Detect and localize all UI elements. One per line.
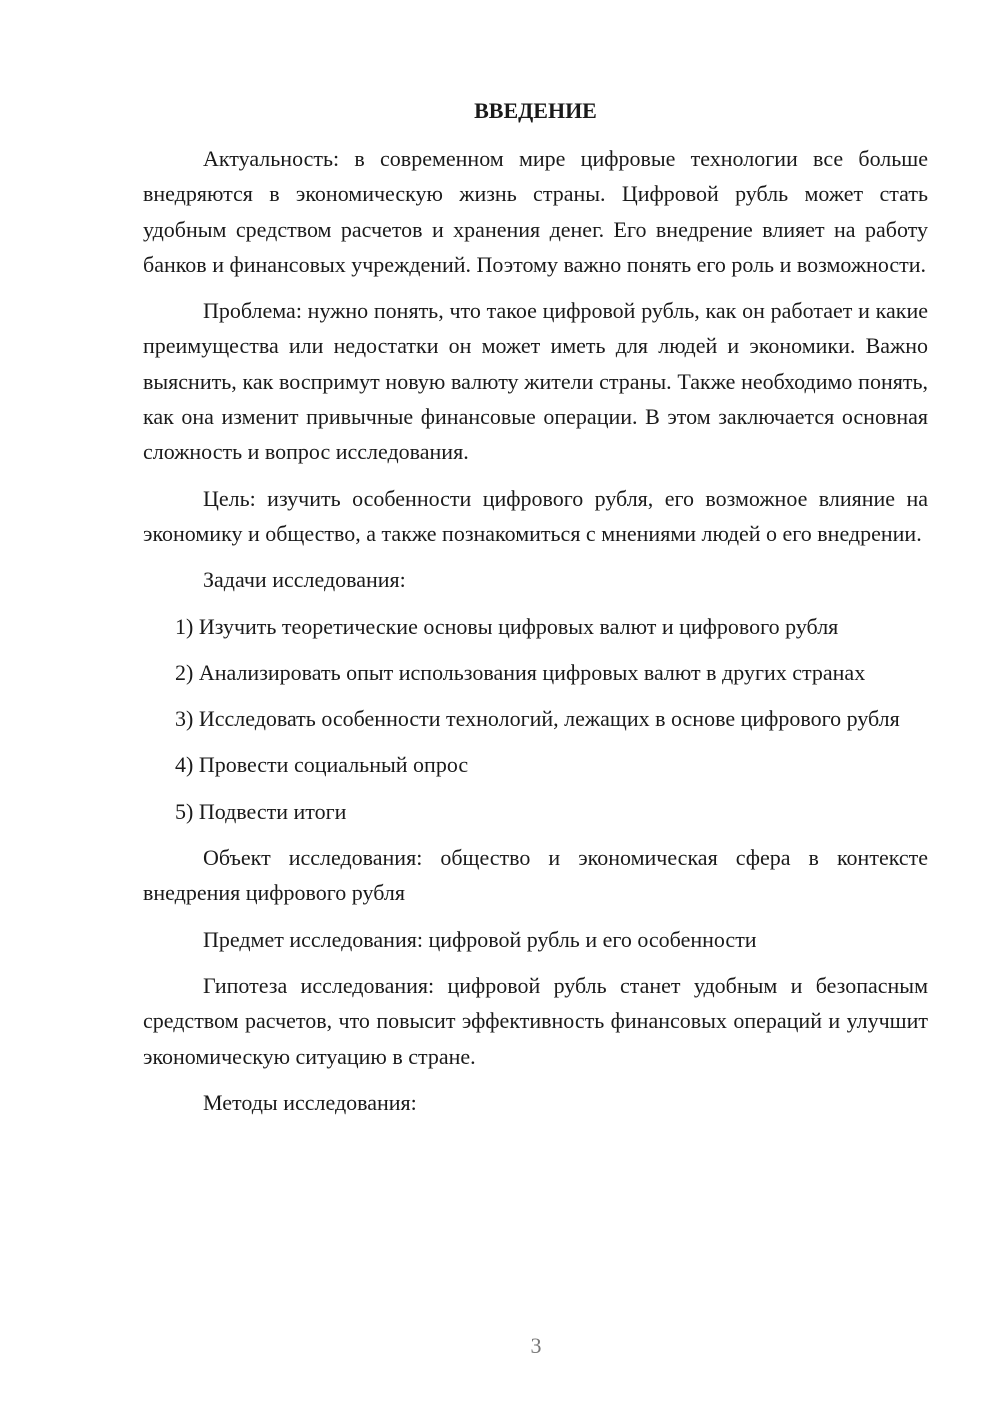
task-item: 3) Исследовать особенности технологий, лежащих в основе цифрового рубля xyxy=(175,706,900,732)
task-item: 1) Изучить теоретические основы цифровых валют и цифрового рубля xyxy=(175,613,839,639)
document-page xyxy=(143,93,928,1131)
task-item: 4) Провести социальный опрос xyxy=(175,752,469,778)
section-title: ВВЕДЕНИЕ xyxy=(474,98,597,123)
methods-heading: Методы исследования: xyxy=(203,1089,417,1115)
tasks-heading: Задачи исследования: xyxy=(203,567,406,593)
paragraph-object: Объект исследования: общество и экономическая сфера в контексте внедрения цифрового рубля xyxy=(143,845,928,906)
paragraph-subject: Предмет исследования: цифровой рубль и его особенности xyxy=(203,926,757,952)
paragraph-relevance: Актуальность: в современном мире цифровые технологии все больше внедряются в экономическую жизнь страны. Цифровой рубль может стать удобным средством расчетов и хранения денег. Его внедрение влияет на работу банков и финансовых учреждений. Поэтому важно понять его роль и возможности. xyxy=(143,146,928,277)
task-item: 2) Анализировать опыт использования цифровых валют в других странах xyxy=(175,659,866,685)
page-number: 3 xyxy=(530,1333,542,1358)
paragraph-hypothesis: Гипотеза исследования: цифровой рубль станет удобным и безопасным средством расчетов, что повысит эффективность финансовых операций и улучшит экономическую ситуацию в стране. xyxy=(143,972,928,1069)
task-item: 5) Подвести итоги xyxy=(175,798,347,824)
paragraph-problem: Проблема: нужно понять, что такое цифровой рубль, как он работает и какие преимущества или недостатки он может иметь для людей и экономики. Важно выяснить, как воспримут новую валюту жители страны. Также необходимо понять, как она изменит привычные финансовые операции. В этом заключается основная сложность и вопрос исследования. xyxy=(143,298,928,465)
paragraph-goal: Цель: изучить особенности цифрового рубля, его возможное влияние на экономику и общество, а также познакомиться с мнениями людей о его внедрении. xyxy=(143,485,928,546)
